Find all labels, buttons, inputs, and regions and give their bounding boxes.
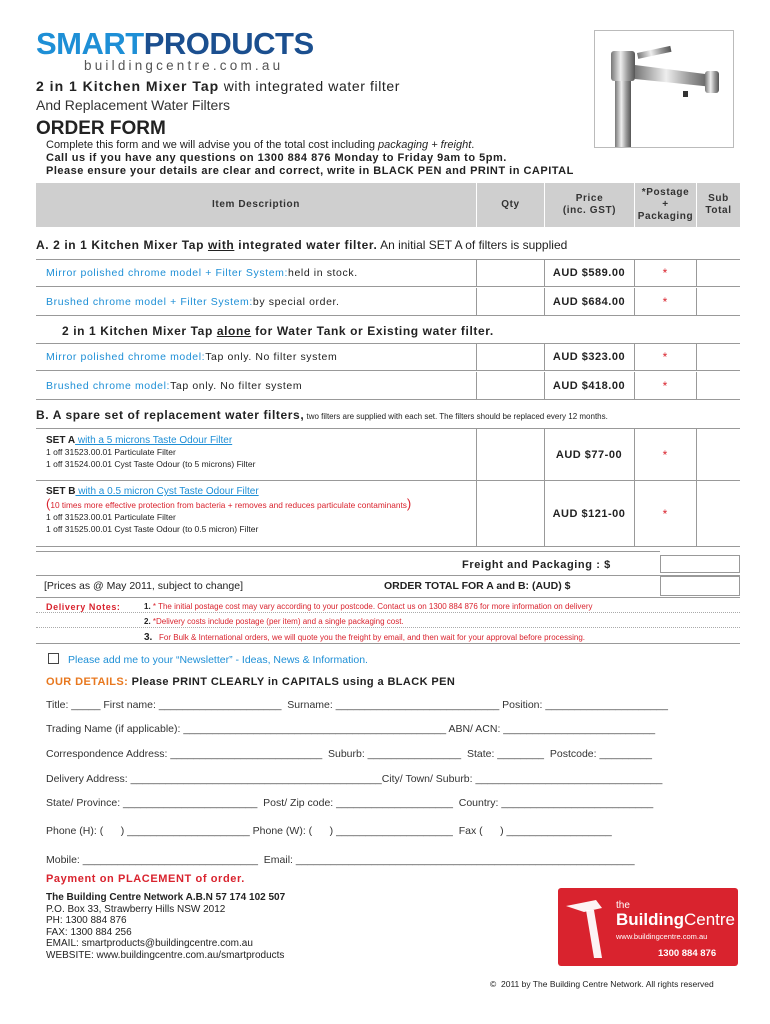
header-price: Price (inc. GST) (544, 183, 634, 227)
freight-label: Freight and Packaging : $ (462, 559, 611, 571)
order-total-label: ORDER TOTAL FOR A and B: (AUD) $ (384, 580, 571, 592)
logo-smart: SMART (36, 26, 144, 61)
building-centre-logo: the BuildingCentre www.buildingcentre.com.au 1300 884 876 (558, 888, 738, 966)
company-info: The Building Centre Network A.B.N 57 174 102 507 P.O. Box 33, Strawberry Hills NSW 2012 PH: 1300 884 876 FAX: 1300 884 256 EMAIL: smartproducts@buildingcentre.com.au WEBSITE: www.buildingcentre.com.au/smartproducts (46, 892, 286, 961)
delivery-notes-label: Delivery Notes: (46, 602, 121, 612)
table-row: Brushed chrome model + Filter System: by special order. AUD $684.00 * (36, 288, 740, 316)
logo-products: PRODUCTS (143, 26, 314, 61)
copyright: © 2011 by The Building Centre Network. All rights reserved (490, 979, 714, 989)
order-form-heading: ORDER FORM (36, 118, 166, 139)
intro-line-1: Complete this form and we will advise you of the total cost including packaging + freight. (46, 139, 475, 151)
trading-name-fields[interactable]: Trading Name (if applicable): _____________________________________________ ABN/ ACN: __________________________ (46, 723, 656, 735)
newsletter-checkbox[interactable] (48, 653, 59, 664)
intro-line-3: Please ensure your details are clear and correct, write in BLACK PEN and PRINT in CAPITAL (46, 165, 574, 177)
hammer-icon (562, 896, 614, 962)
table-row: Mirror polished chrome model + Filter System: held in stock. AUD $589.00 * (36, 259, 740, 287)
header-postage: *Postage + Packaging (634, 183, 696, 227)
delivery-note-3: 3. For Bulk & International orders, we will quote you the freight by email, and then wait for your approval before processing. (144, 632, 586, 643)
table-row: Brushed chrome model: Tap only. No filter system AUD $418.00 * (36, 372, 740, 400)
section-b-title: B. A spare set of replacement water filters, two filters are supplied with each set. The filters should be replaced every 12 months. (36, 408, 608, 422)
prices-note: [Prices as @ May 2011, subject to change] (44, 580, 243, 592)
mixer-tap-image (594, 30, 734, 148)
title-name-fields[interactable]: Title: _____ First name: _____________________ Surname: ____________________________ Position: _____________________ (46, 699, 668, 711)
product-title: 2 in 1 Kitchen Mixer Tap with integrated water filter (36, 78, 401, 94)
phone-fax-fields[interactable]: Phone (H): ( ) _____________________ Phone (W): ( ) ____________________ Fax ( ) __________________ (46, 825, 612, 837)
delivery-note-2: 2. *Delivery costs include postage (per item) and a single packaging cost. (144, 617, 404, 626)
section-alone-title: 2 in 1 Kitchen Mixer Tap alone for Water Tank or Existing water filter. (62, 324, 494, 338)
state-country-fields[interactable]: State/ Province: _______________________ Post/ Zip code: ____________________ Country: __________________________ (46, 797, 654, 809)
header-item: Item Description (212, 199, 300, 210)
order-total-input[interactable] (660, 576, 740, 596)
freight-input[interactable] (660, 555, 740, 573)
mobile-email-fields[interactable]: Mobile: ______________________________ Email: __________________________________________________________ (46, 854, 635, 866)
header-qty: Qty (476, 183, 544, 227)
payment-note: Payment on PLACEMENT of order. (46, 873, 245, 885)
details-heading: OUR DETAILS: Please PRINT CLEARLY in CAPITALS using a BLACK PEN (46, 676, 456, 688)
set-b-row: SET B with a 0.5 micron Cyst Taste Odour Filter (10 times more effective protection from bacteria + removes and reduces particulate contaminants) 1 off 31523.00.01 Particulate Filter 1 off 31525.00.01 Cyst Taste Odour (to 0.5 micron) Filter AUD $121-00 * (36, 481, 740, 547)
logo-site: buildingcentre.com.au (84, 58, 284, 73)
delivery-address-fields[interactable]: Delivery Address: ___________________________________________City/ Town/ Suburb: ________________________________ (46, 773, 663, 785)
newsletter-label: Please add me to your “Newsletter” - Ideas, News & Information. (68, 654, 368, 666)
smartproducts-logo (36, 26, 314, 74)
intro-line-2: Call us if you have any questions on 1300 884 876 Monday to Friday 9am to 5pm. (46, 152, 507, 164)
delivery-note-1: 1. * The initial postage cost may vary according to your postcode. Contact us on 1300 884 876 for more information on delivery (144, 602, 593, 611)
table-row: Mirror polished chrome model: Tap only. No filter system AUD $323.00 * (36, 343, 740, 371)
table-header (36, 183, 740, 227)
header-subtotal: Sub Total (696, 183, 740, 227)
correspondence-address-fields[interactable]: Correspondence Address: __________________________ Suburb: ________________ State: ________ Postcode: _________ (46, 748, 653, 760)
set-a-row: SET A with a 5 microns Taste Odour Filter 1 off 31523.00.01 Particulate Filter 1 off 31524.00.01 Cyst Taste Odour (to 5 microns) Filter AUD $77-00 * (36, 428, 740, 481)
product-subtitle: And Replacement Water Filters (36, 97, 230, 113)
section-a-title: A. 2 in 1 Kitchen Mixer Tap with integrated water filter. An initial SET A of filters is supplied (36, 238, 568, 252)
